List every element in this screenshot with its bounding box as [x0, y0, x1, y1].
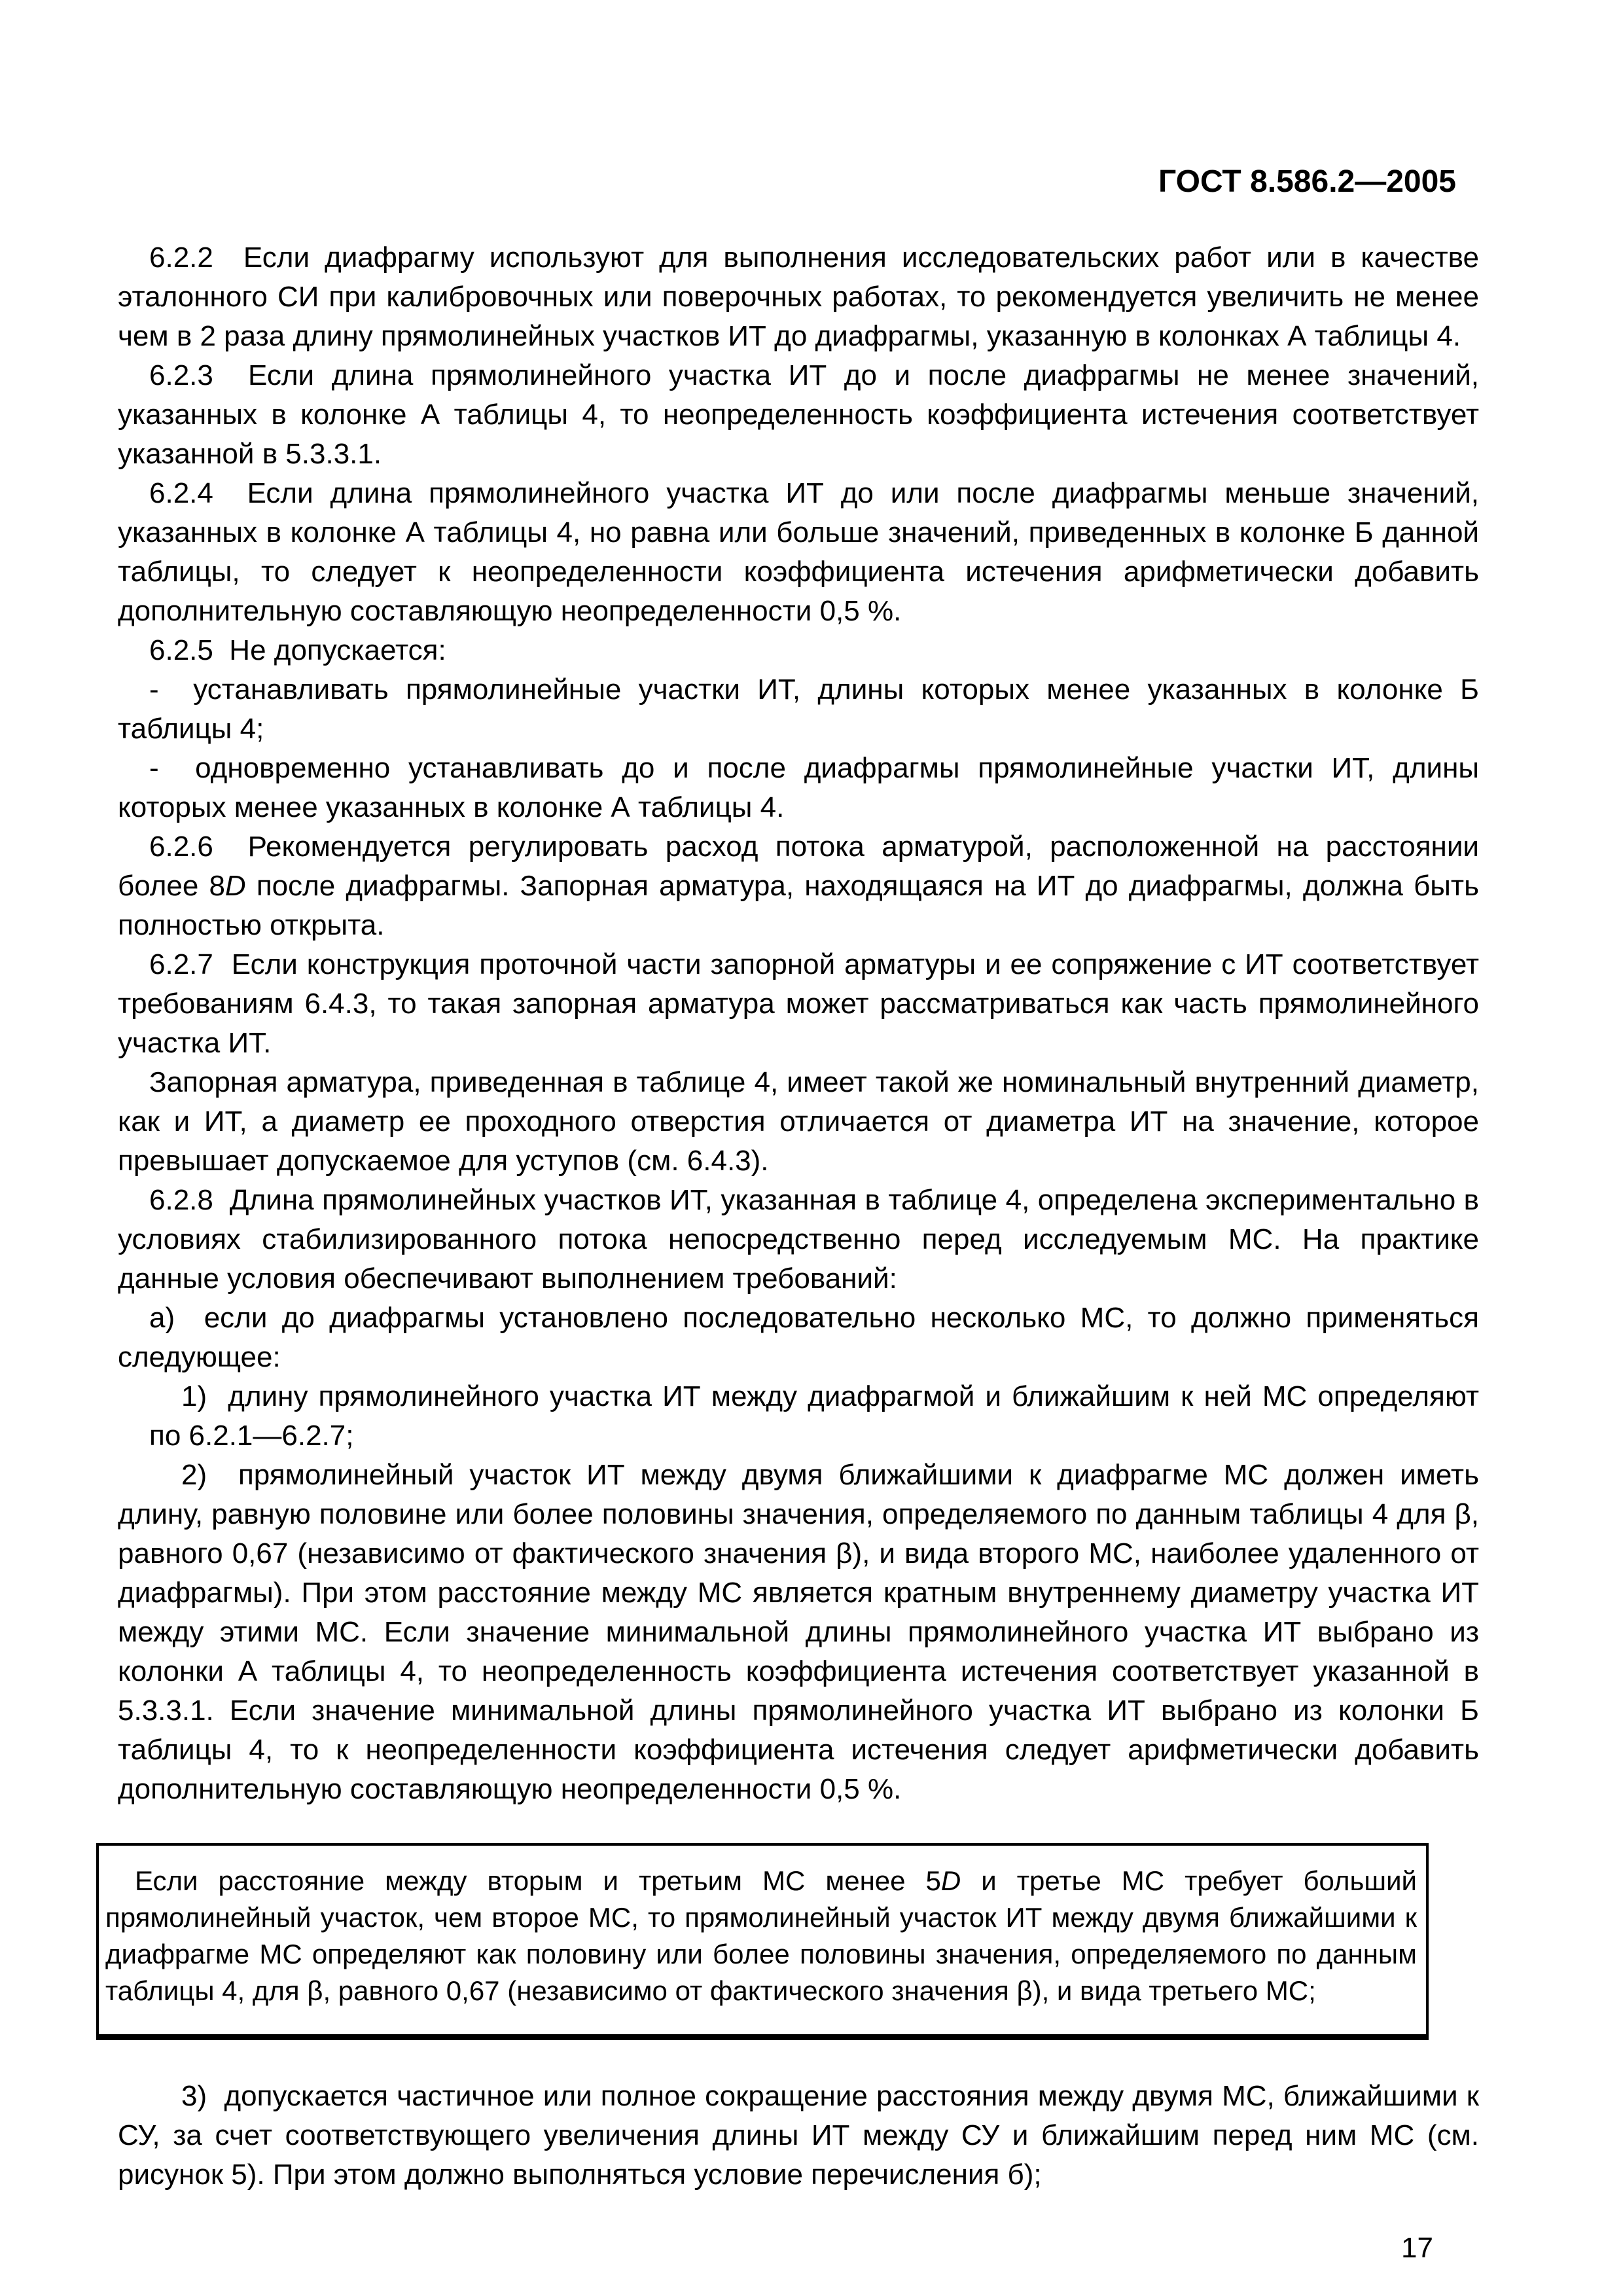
para-6-2-8: 6.2.8 Длина прямолинейных участков ИТ, указанная в таблице 4, определена экспериментально в условиях стабилизированного потока непосредственно перед исследуемым МС. На практике данные условия обеспечивают выполнением требований: — [118, 1184, 1479, 1295]
note-paragraph — [105, 1863, 1417, 2009]
para-6-2-2: 6.2.2 Если диафрагму используют для выполнения исследовательских работ или в качестве эталонного СИ при калибровочных или поверочных работах, то рекомендуется увеличить не менее чем в 2 раза длину прямолинейных участков ИТ до диафрагмы, указанную в колонках А таблицы 4. — [118, 242, 1479, 352]
para-list-item-2: 2) прямолинейный участок ИТ между двумя ближайшими к диафрагме МС должен иметь длину, равную половине или более половины значения, определяемого по данным таблицы 4 для β, равного 0,67 (независимо от фактического значения β), и вида второго МС, наиболее удаленного от диафрагмы). При этом расстояние между МС является кратным внутреннему диаметру участка ИТ между этими МС. Если значение минимальной длины прямолинейного участка ИТ выбрано из колонки А таблицы 4, то неопределенность коэффициента истечения соответствует указанной в 5.3.3.1. Если значение минимальной длины прямолинейного участка ИТ выбрано из колонки Б таблицы 4, то к неопределенности коэффициента истечения следует арифметически добавить дополнительную составляющую неопределенности 0,5 %. — [118, 1459, 1479, 1805]
para-6-2-6-text-end: после диафрагмы. Запорная арматура, находящаяся на ИТ до диафрагмы, должна быть полностью открыта. — [118, 870, 1479, 941]
para-6-2-7: 6.2.7 Если конструкция проточной части запорной арматуры и ее сопряжение с ИТ соответствует требованиям 6.4.3, то такая запорная арматура может рассматриваться как часть прямолинейного участка ИТ. — [118, 948, 1479, 1059]
doc-body — [105, 238, 1479, 2195]
para-dash-item-2: - одновременно устанавливать до и после диафрагмы прямолинейные участки ИТ, длины которых менее указанных в колонке А таблицы 4. — [118, 752, 1479, 823]
para-dash-item-1: - устанавливать прямолинейные участки ИТ, длины которых менее указанных в колонке Б таблицы 4; — [118, 673, 1479, 745]
para-6-2-3: 6.2.3 Если длина прямолинейного участка ИТ до и после диафрагмы не менее значений, указанных в колонке А таблицы 4, то неопределенность коэффициента истечения соответствует указанной в 5.3.3.1. — [118, 359, 1479, 470]
para-6-2-4: 6.2.4 Если длина прямолинейного участка ИТ до или после диафрагмы меньше значений, указанных в колонке А таблицы 4, но равна или больше значений, приведенных в колонке Б данной таблицы, то следует к неопределенности коэффициента истечения арифметически добавить дополнительную составляющую неопределенности 0,5 %. — [118, 477, 1479, 627]
para-6-2-5: 6.2.5 Не допускается: — [149, 634, 446, 666]
para-6-2-6-text-start: 6.2.6 Рекомендуется регулировать расход потока арматурой, расположенной на расстоянии более 8 — [118, 831, 1479, 902]
page-number: 17 — [1401, 2232, 1433, 2264]
note-text-start: Если расстояние между вторым и третьим МС менее 5 — [135, 1865, 941, 1896]
symbol-D-italic: D — [224, 870, 246, 902]
doc-header-standard-number: ГОСТ 8.586.2—2005 — [1158, 164, 1456, 199]
para-6-2-6 — [118, 827, 1479, 945]
symbol-D-italic: D — [940, 1865, 961, 1896]
para-list-item-3: 3) допускается частичное или полное сокращение расстояния между двумя МС, ближайшими к СУ, за счет соответствующего увеличения длины ИТ между СУ и ближайшим перед ним МС (см. рисунок 5). При этом должно выполняться условие перечисления б); — [118, 2080, 1479, 2191]
para-6-2-7-continuation: Запорная арматура, приведенная в таблице 4, имеет такой же номинальный внутренний диаметр, как и ИТ, а диаметр ее проходного отверстия отличается от диаметра ИТ на значение, которое превышает допускаемое для уступов (см. 6.4.3). — [118, 1066, 1479, 1177]
note-text-end: и третье МС требует больший прямолинейный участок, чем второе МС, то прямолинейный участок ИТ между двумя ближайшими к диафрагме МС определяют как половину или более половины значения, определяемого по данным таблицы 4, для β, равного 0,67 (независимо от фактического значения β), и вида третьего МС; — [105, 1865, 1417, 2006]
para-list-item-1: 1) длину прямолинейного участка ИТ между диафрагмой и ближайшим к ней МС определяют по 6.2.1—6.2.7; — [149, 1380, 1479, 1452]
note-box — [96, 1843, 1429, 2040]
para-list-item-a: а) если до диафрагмы установлено последовательно несколько МС, то должно применяться следующее: — [118, 1302, 1479, 1373]
